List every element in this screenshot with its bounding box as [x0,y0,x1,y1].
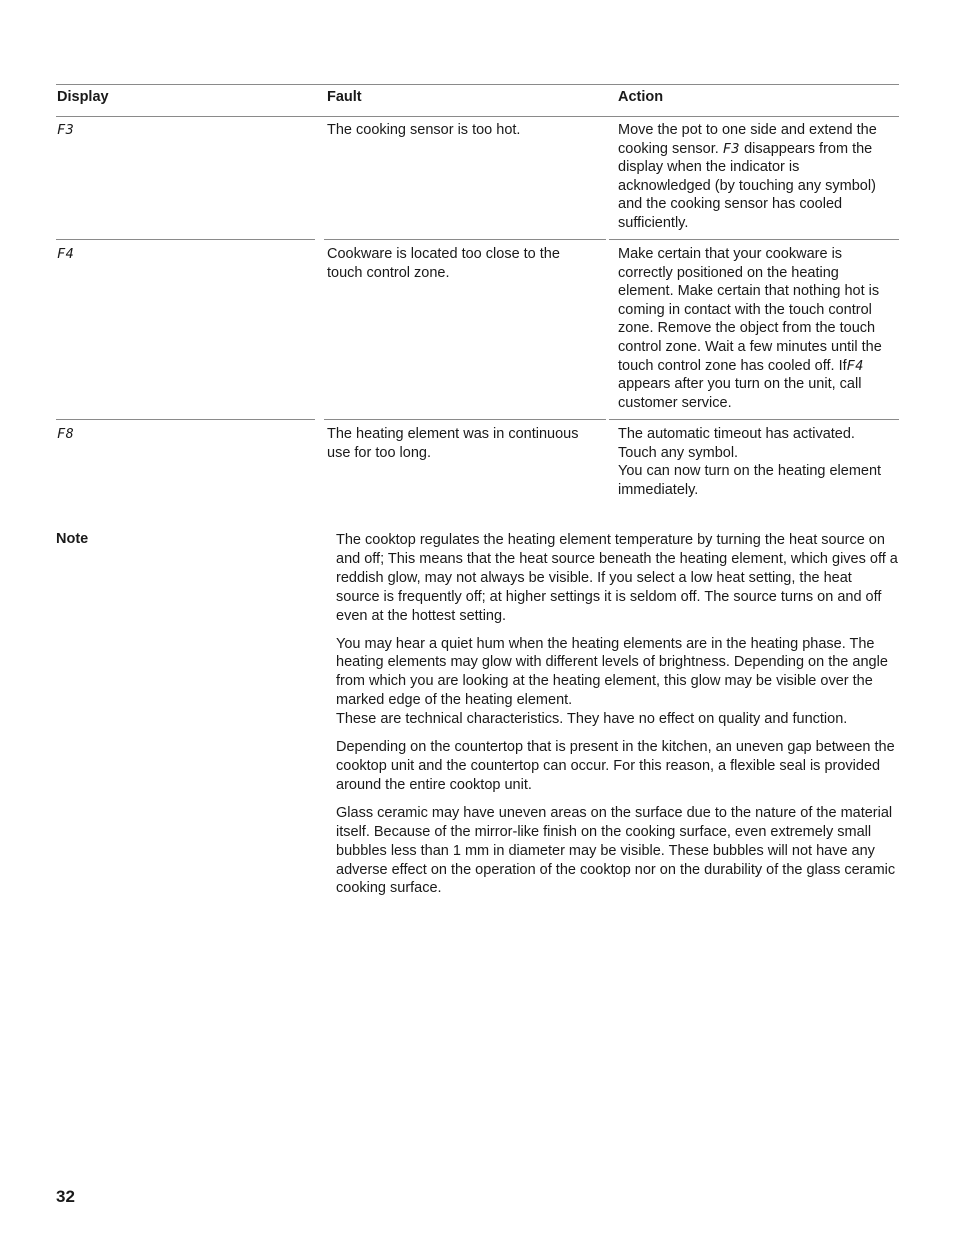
header-display: Display [57,89,109,105]
display-code-inline-f3: F3 [722,140,741,157]
note-paragraph-1: The cooktop regulates the heating element temperature by turning the heat source on and off; This means that the heat source beneath the heating element, which gives off a reddish glow, may not always be visible. If you select a low heat setting, the heat source is frequently off; at higher settings it is seldom off. The source turns on and off even at the hottest setting. [336,532,898,624]
note-paragraph-5: Glass ceramic may have uneven areas on the surface due to the nature of the material itself. Because of the mirror-like finish on the cooking surface, even extremely small bubbles less than 1 mm in diameter may be visible. These bubbles will not have any adverse effect on the operation of the cooktop nor on the durability of the glass ceramic cooking surface. [336,804,896,897]
row-rule-fault-2 [324,239,606,240]
table-header-rule [56,116,899,117]
row-rule-fault-3 [324,419,606,420]
display-code-f4: F4 [57,246,75,262]
action-text-f4-start: Make certain that your cookware is correctly positioned on the heating element. Make certain that nothing hot is coming in contact with the touch control zone. Remove the object from the touch control zone. Wait a few minutes until the touch control zone has cooled off. If [618,246,882,374]
action-text-f4-end: appears after you turn on the unit, call customer service. [618,376,862,411]
fault-text-f4: Cookware is located too close to the touch control zone. [327,246,560,281]
table-top-rule [56,84,899,85]
page-number: 32 [56,1187,75,1206]
row-rule-action-1 [609,239,899,240]
action-text-f4 [618,245,893,412]
header-action: Action [618,89,664,105]
header-fault: Fault [327,89,362,105]
note-body [336,531,899,907]
fault-text-f3: The cooking sensor is too hot. [327,122,521,138]
action-text-f3-start: Move the pot to one side and extend the cooking sensor. [618,122,877,157]
action-text-f8 [618,425,896,499]
action-text-f8-line2: You can now turn on the heating element immediately. [618,463,882,498]
note-label: Note [56,531,89,547]
row-rule-display-1 [56,239,315,240]
display-code-f8: F8 [57,426,75,442]
action-text-f3-end: disappears from the display when the indicator is acknowledged (by touching any symbol) and the cooking sensor has cooled sufficiently. [618,140,876,231]
action-text-f3 [618,121,896,233]
display-code-inline-f4: F4 [846,357,864,374]
note-paragraph-4: Depending on the countertop that is present in the kitchen, an uneven gap between the cooktop unit and the countertop can occur. For this reason, a flexible seal is provided around the entire cooktop unit. [336,739,895,793]
display-code-f3: F3 [57,122,75,138]
note-paragraph-2: You may hear a quiet hum when the heating elements are in the heating phase. The heating elements may glow with different levels of brightness. Depending on the angle from which you are looking at the heating element, this glow may be visible over the marked edge of the heating element. [336,635,888,709]
note-paragraph-2-group [336,635,899,730]
fault-text-f8: The heating element was in continuous use for too long. [327,426,579,461]
note-paragraph-3: These are technical characteristics. They have no effect on quality and function. [336,711,848,728]
row-rule-display-2 [56,419,315,420]
row-rule-action-2 [609,419,899,420]
action-text-f8-line1: The automatic timeout has activated. Touch any symbol. [618,426,855,461]
